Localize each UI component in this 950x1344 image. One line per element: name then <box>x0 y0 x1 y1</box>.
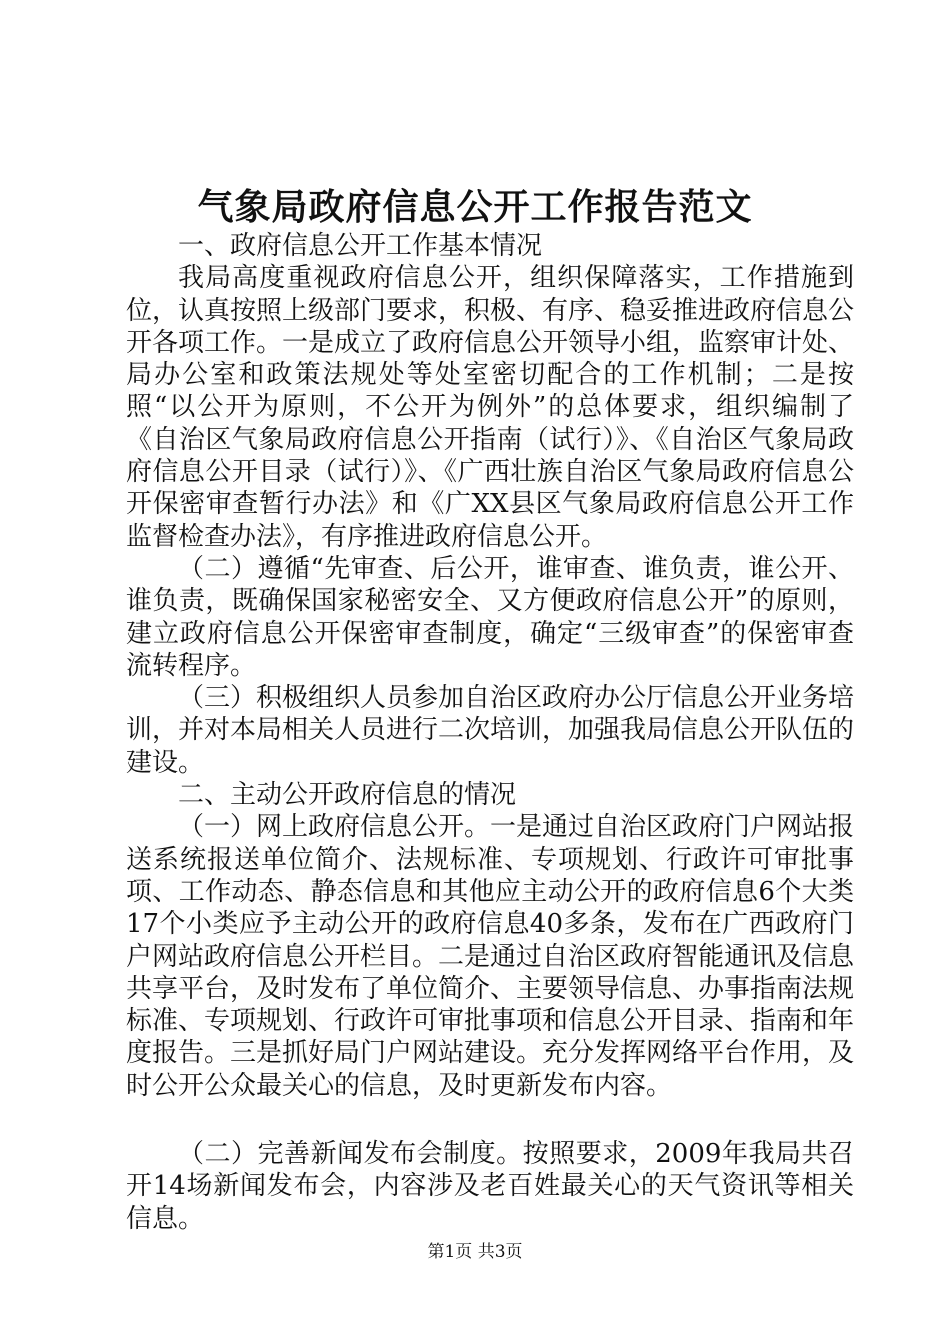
section-heading-1: 一、政府信息公开工作基本情况 <box>178 231 543 261</box>
paragraph-gap <box>126 1102 854 1138</box>
paragraph-1: 我局高度重视政府信息公开，组织保障落实，工作措施到位，认真按照上级部门要求，积极、有序、稳妥推进政府信息公开各项工作。一是成立了政府信息公开领导小组，监察审计处、局办公室和政策法规处等处室密切配合的工作机制；二是按照“以公开为原则，不公开为例外”的总体要求，组织编制了《自治区气象局政府信息公开指南（试行）》、《自治区气象局政府信息公开目录（试行）》、《广西壮族自治区气象局政府信息公开保密审查暂行办法》和《广XX县区气象局政府信息公开工作监督检查办法》，有序推进政府信息公开。 <box>126 263 855 552</box>
document-title: 气象局政府信息公开工作报告范文 <box>197 186 753 228</box>
paragraph-3: （三）积极组织人员参加自治区政府办公厅信息公开业务培训，并对本局相关人员进行二次培训，加强我局信息公开队伍的建设。 <box>126 683 855 778</box>
section-heading-2: 二、主动公开政府信息的情况 <box>178 780 517 811</box>
document-body <box>126 230 854 1235</box>
page-footer: 第1页 共3页 <box>427 1242 523 1262</box>
paragraph-4: （一）网上政府信息公开。一是通过自治区政府门户网站报送系统报送单位简介、法规标准、专项规划、行政许可审批事项、工作动态、静态信息和其他应主动公开的政府信息6个大类17个小类应予主动公开的政府信息40多条，发布在广西政府门户网站政府信息公开栏目。二是通过自治区政府智能通讯及信息共享平台，及时发布了单位简介、主要领导信息、办事指南法规标准、专项规划、行政许可审批事项和信息公开目录、指南和年度报告。三是抓好局门户网站建设。充分发挥网络平台作用，及时公开公众最关心的信息，及时更新发布内容。 <box>126 812 855 1101</box>
paragraph-5: （二）完善新闻发布会制度。按照要求，2009年我局共召开14场新闻发布会，内容涉及老百姓最关心的天气资讯等相关信息。 <box>126 1139 854 1234</box>
paragraph-2: （二）遵循“先审查、后公开，谁审查、谁负责，谁公开、谁负责，既确保国家秘密安全、又方便政府信息公开”的原则，建立政府信息公开保密审查制度，确定“三级审查”的保密审查流转程序。 <box>126 553 854 681</box>
